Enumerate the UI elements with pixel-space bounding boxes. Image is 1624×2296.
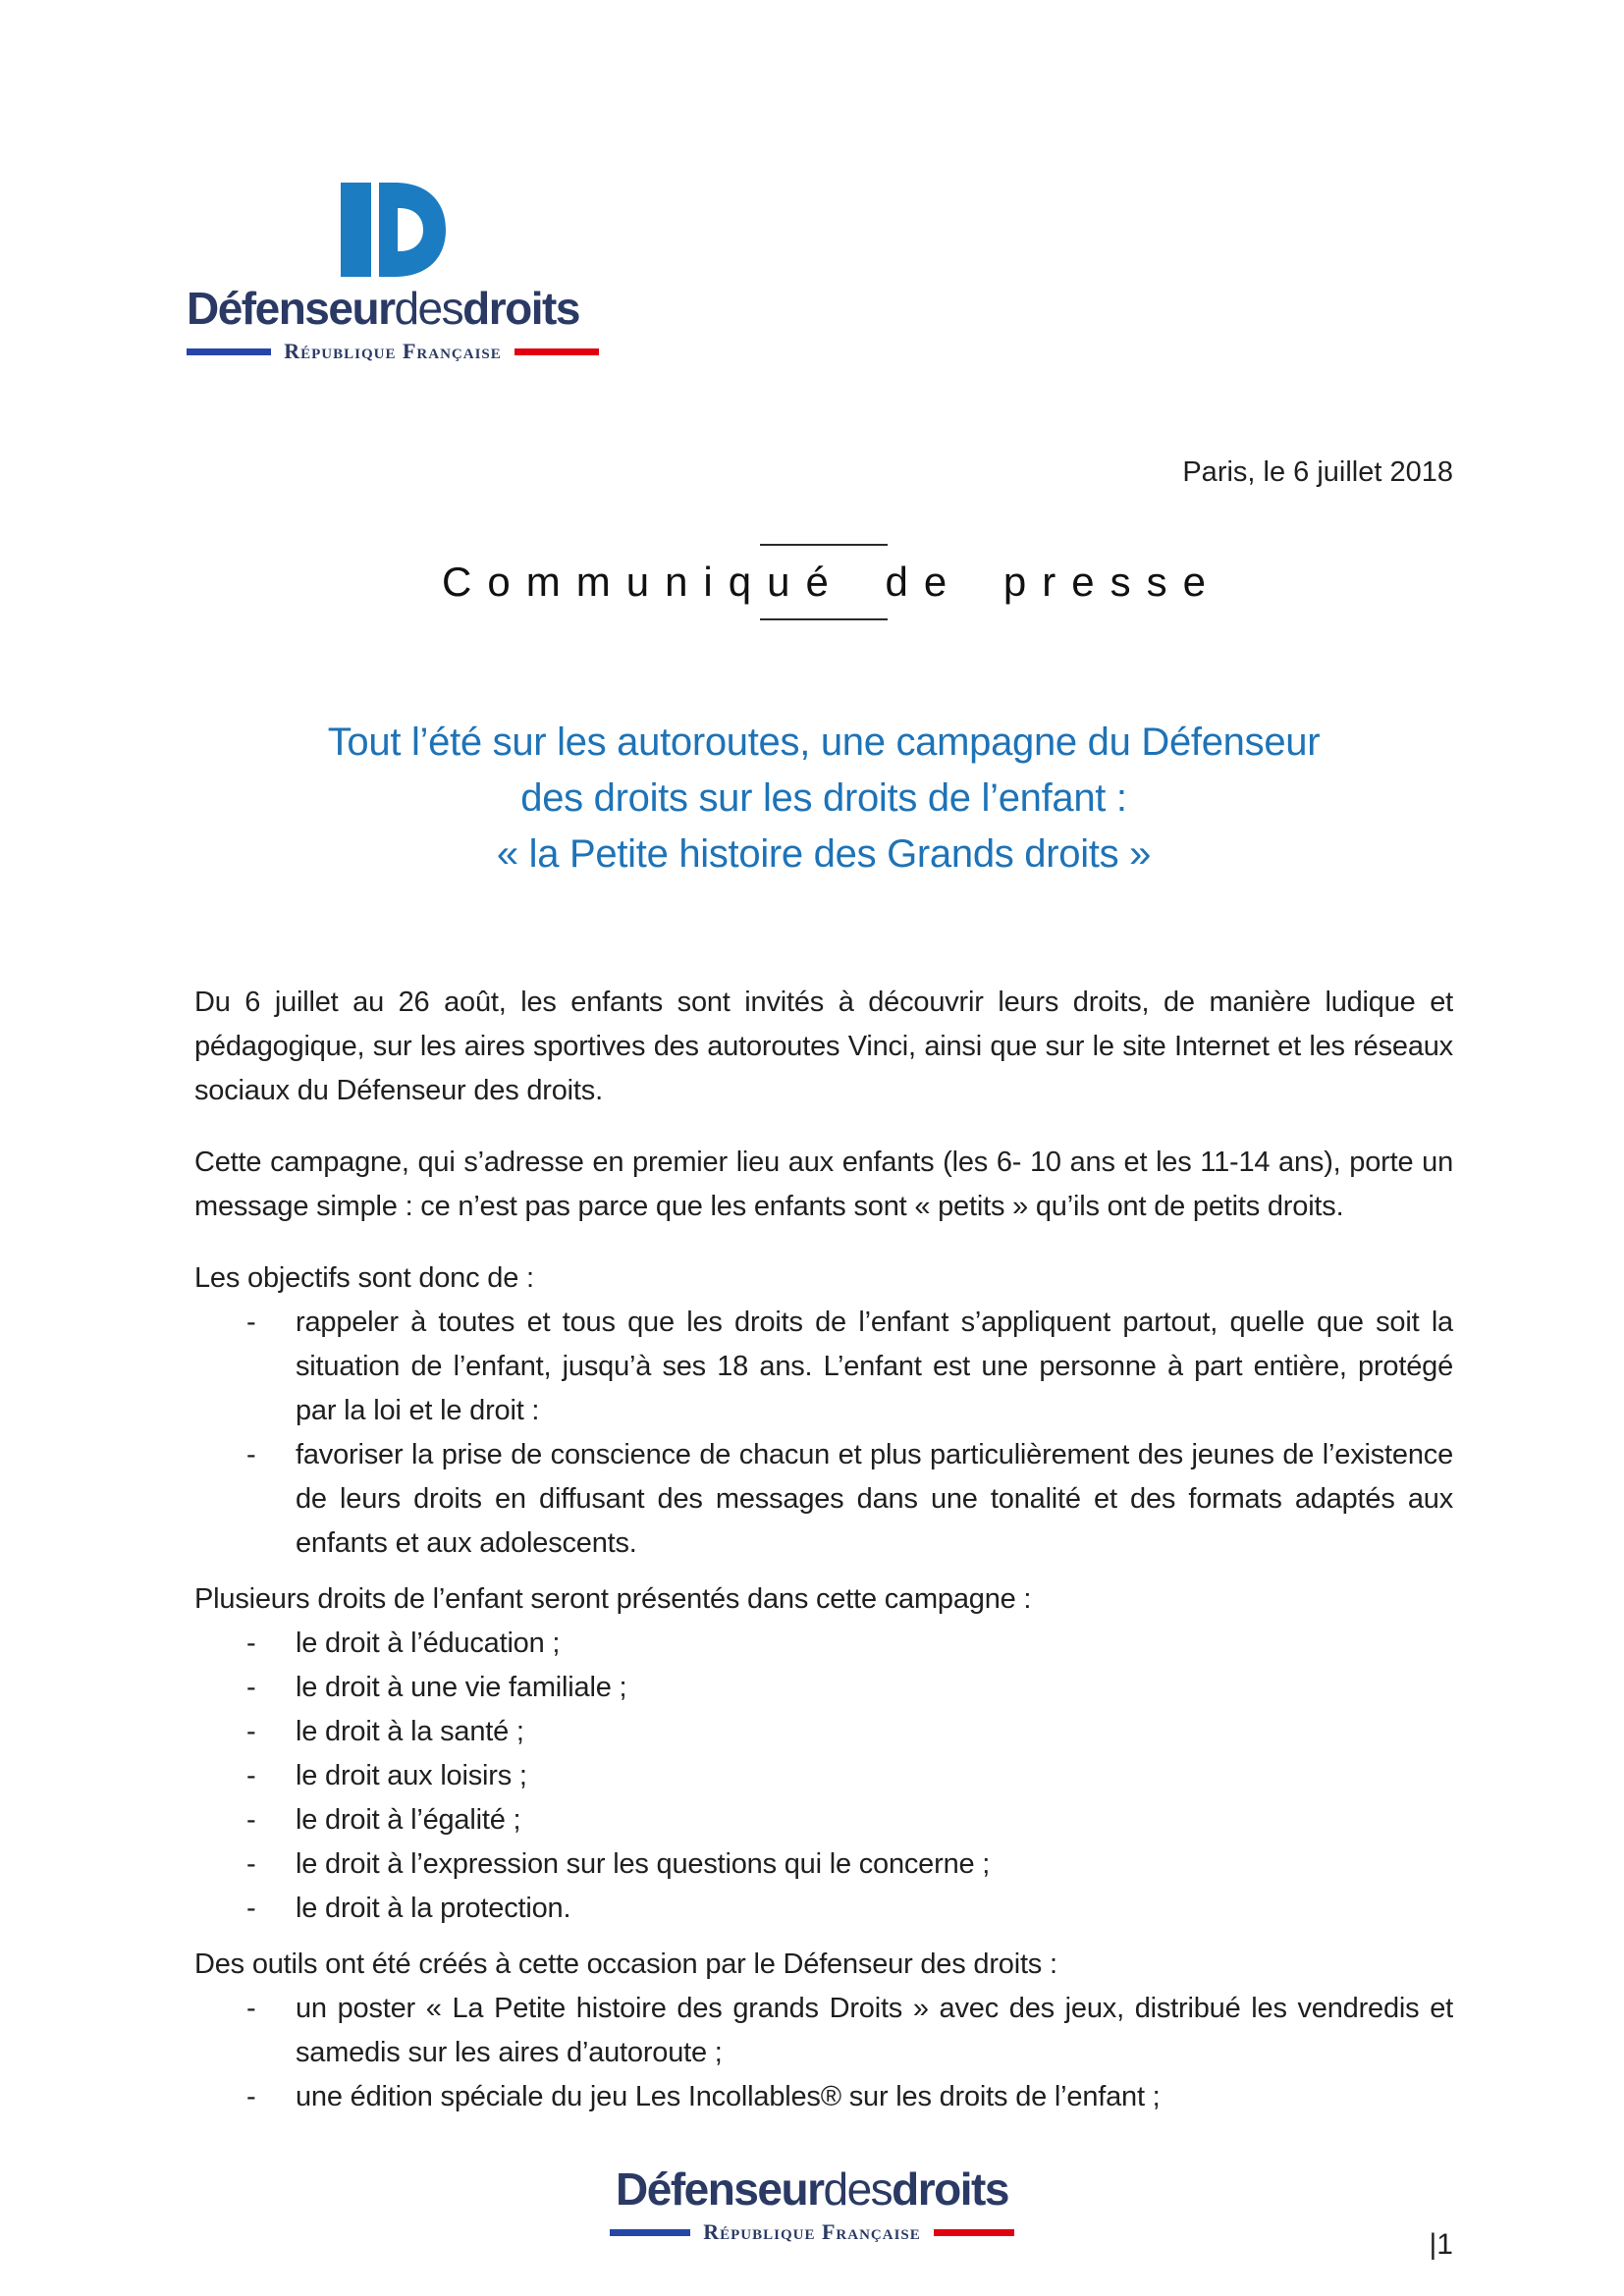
document-body xyxy=(194,0,1453,2131)
logo-word-des: des xyxy=(394,283,463,334)
tools-list xyxy=(194,1987,1453,2119)
title-line-3: « la Petite histoire des Grands droits » xyxy=(496,832,1152,876)
logo-word-defenseur: Défenseur xyxy=(187,283,395,334)
heading-rule-bottom xyxy=(760,618,888,620)
list-item: - favoriser la prise de conscience de chacun et plus particulièrement des jeunes de l’existence de leurs droits en diffusant des messages dans une tonalité et des formats adaptés aux enfants et aux adolescents. xyxy=(194,1433,1453,1566)
dateline: Paris, le 6 juillet 2018 xyxy=(1182,456,1453,488)
footer-tricolor-red-bar xyxy=(934,2229,1014,2236)
footer-word-defenseur: Défenseur xyxy=(616,2163,824,2215)
list-item: - le droit à l’égalité ; xyxy=(194,1798,1453,1842)
footer-logo-wordmark xyxy=(610,2165,1014,2213)
list-item: - le droit à une vie familiale ; xyxy=(194,1666,1453,1710)
footer-republique-row xyxy=(610,2219,1014,2245)
objectives-intro: Les objectifs sont donc de : xyxy=(194,1262,534,1294)
footer-word-droits: droits xyxy=(892,2163,1008,2215)
list-item: - le droit aux loisirs ; xyxy=(194,1754,1453,1798)
footer-word-des: des xyxy=(823,2163,893,2215)
footer-logo-subtitle: République Française xyxy=(703,2219,921,2245)
list-item: - une édition spéciale du jeu Les Incollables® sur les droits de l’enfant ; xyxy=(194,2075,1453,2119)
logo-word-droits: droits xyxy=(462,283,579,334)
rights-list xyxy=(194,1622,1453,1931)
footer-tricolor-blue-bar xyxy=(610,2229,690,2236)
press-release-heading xyxy=(194,544,1453,620)
document-title xyxy=(194,715,1453,882)
list-item: - rappeler à toutes et tous que les droits de l’enfant s’appliquent partout, quelle que soit la situation de l’enfant, jusqu’à ses 18 ans. L’enfant est une personne à part entière, protégé par la loi et le droit : xyxy=(194,1301,1453,1433)
list-item: - le droit à la santé ; xyxy=(194,1710,1453,1754)
list-item: - le droit à l’éducation ; xyxy=(194,1622,1453,1666)
list-item: - un poster « La Petite histoire des grands Droits » avec des jeux, distribué les vendredis et samedis sur les aires d’autoroute ; xyxy=(194,1987,1453,2075)
footer-logo xyxy=(610,2165,1014,2245)
title-line-2: des droits sur les droits de l’enfant : xyxy=(520,776,1127,820)
page-number: |1 xyxy=(1429,2228,1453,2261)
body-text xyxy=(194,981,1453,2119)
title-line-1: Tout l’été sur les autoroutes, une campagne du Défenseur xyxy=(327,721,1321,764)
logo-subtitle: République Française xyxy=(284,339,502,364)
objectives-list xyxy=(194,1301,1453,1566)
heading-rule-top xyxy=(760,544,888,546)
rights-intro: Plusieurs droits de l’enfant seront présentés dans cette campagne : xyxy=(194,1583,1032,1615)
tools-intro: Des outils ont été créés à cette occasion par le Défenseur des droits : xyxy=(194,1949,1057,1980)
list-item: - le droit à l’expression sur les questions qui le concerne ; xyxy=(194,1842,1453,1887)
paragraph-campaign-dates: Du 6 juillet au 26 août, les enfants sont invités à découvrir leurs droits, de manière ludique et pédagogique, sur les aires sportives des autoroutes Vinci, ainsi que sur le site Internet et les réseaux sociaux du Défenseur des droits. xyxy=(194,987,1453,1106)
press-release-label: Communiqué de presse xyxy=(442,559,1221,605)
paragraph-campaign-message: Cette campagne, qui s’adresse en premier lieu aux enfants (les 6- 10 ans et les 11-14 ans), porte un message simple : ce n’est pas parce que les enfants sont « petits » qu’ils ont de petits droits. xyxy=(194,1147,1453,1222)
list-item: - le droit à la protection. xyxy=(194,1887,1453,1931)
